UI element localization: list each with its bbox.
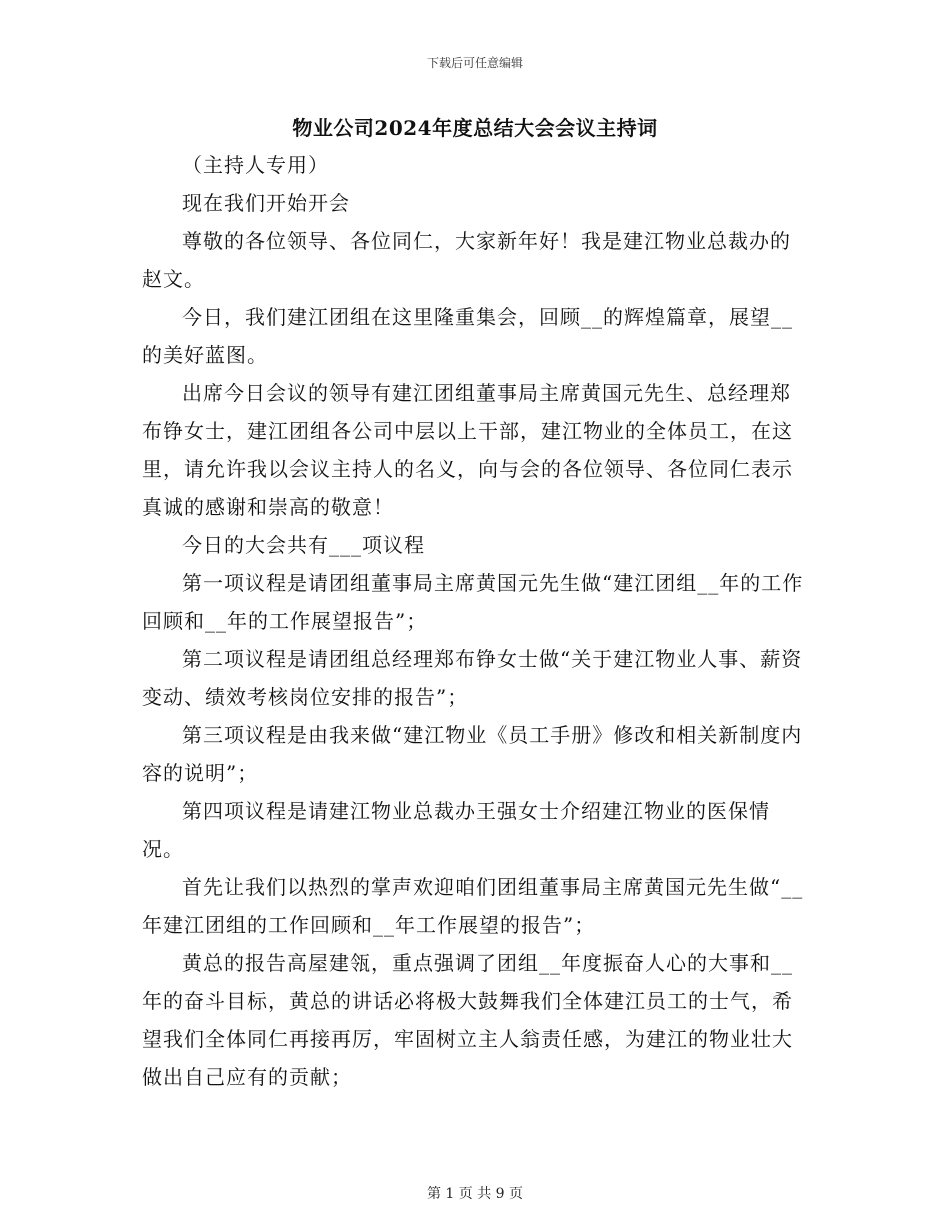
paragraph-welcome: 首先让我们以热烈的掌声欢迎咱们团组董事局主席黄国元先生做“__年建江团组的工作回顾和__年工作展望的报告”；	[142, 875, 804, 937]
paragraph-review: 今日，我们建江团组在这里隆重集会，回顾__的辉煌篇章，展望__的美好蓝图。	[142, 305, 793, 367]
paragraph-agenda-3: 第三项议程是由我来做“建江物业《员工手册》修改和相关新制度内容的说明”；	[142, 723, 803, 785]
document-body	[142, 146, 807, 1096]
paragraph-agenda-1: 第一项议程是请团组董事局主席黄国元先生做“建江团组__年的工作回顾和__年的工作展望报告”；	[142, 571, 804, 633]
paragraph-greeting: 尊敬的各位领导、各位同仁，大家新年好！我是建江物业总裁办的赵文。	[142, 229, 791, 291]
paragraph-agenda-4: 第四项议程是请建江物业总裁办王强女士介绍建江物业的医保情况。	[142, 799, 770, 861]
paragraph-opening: 现在我们开始开会	[182, 191, 350, 215]
page-header-note: 下载后可任意编辑	[426, 56, 523, 70]
document-title: 物业公司2024年度总结大会会议主持词	[292, 116, 658, 140]
paragraph-attendees: 出席今日会议的领导有建江团组董事局主席黄国元先生、总经理郑布铮女士，建江团组各公司中层以上干部，建江物业的全体员工，在这里，请允许我以会议主持人的名义，向与会的各位领导、各位同仁表示真诚的感谢和崇高的敬意！	[142, 381, 793, 519]
paragraph-agenda-count: 今日的大会共有___项议程	[182, 533, 425, 557]
page-number: 第 1 页 共 9 页	[426, 1186, 524, 1202]
paragraph-summary: 黄总的报告高屋建瓴，重点强调了团组__年度振奋人心的大事和__年的奋斗目标，黄总的讲话必将极大鼓舞我们全体建江员工的士气，希望我们全体同仁再接再厉，牢固树立主人翁责任感，为建江的物业壮大做出自己应有的贡献；	[142, 951, 793, 1089]
paragraph-host-note: （主持人专用）	[182, 153, 329, 177]
paragraph-agenda-2: 第二项议程是请团组总经理郑布铮女士做“关于建江物业人事、薪资变动、绩效考核岗位安排的报告”；	[142, 647, 803, 709]
